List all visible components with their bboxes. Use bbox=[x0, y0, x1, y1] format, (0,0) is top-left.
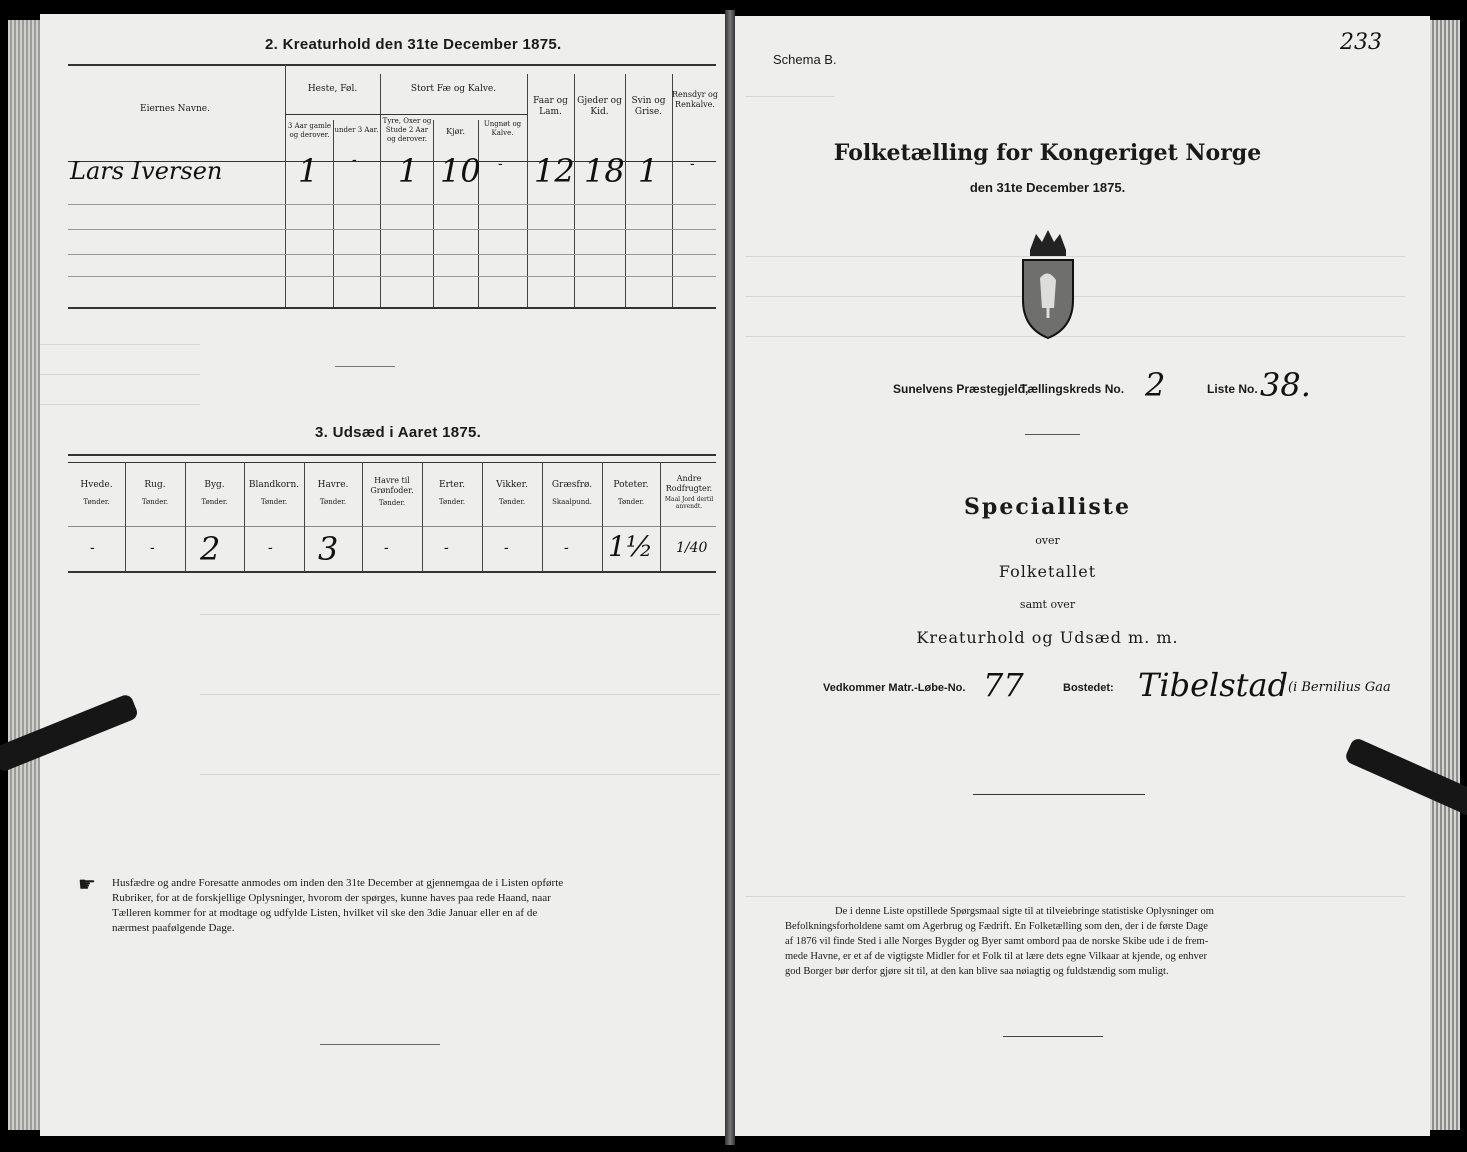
col-bulls: Tyre, Oxer og Stude 2 Aar og derover. bbox=[382, 117, 432, 143]
livestock-heading: 2. Kreaturhold den 31te December 1875. bbox=[265, 36, 562, 53]
over-label: over bbox=[1035, 534, 1060, 547]
divider bbox=[973, 794, 1145, 795]
matr-value: 77 bbox=[983, 666, 1024, 704]
seed-col-3: Blandkorn. Tønder. bbox=[248, 480, 300, 506]
seed-val-5: - bbox=[384, 540, 389, 556]
seed-val-9: 1½ bbox=[608, 530, 653, 563]
coat-of-arms-icon bbox=[1018, 228, 1078, 340]
cell-bulls: 1 bbox=[398, 152, 419, 190]
book-edge-left bbox=[8, 20, 40, 1130]
bleed-line bbox=[745, 96, 835, 97]
col-reindeer: Rensdyr og Renkalve. bbox=[672, 90, 718, 109]
cell-pigs: 1 bbox=[638, 152, 659, 190]
seed-val-1: - bbox=[150, 540, 155, 556]
notice-text: Husfædre og andre Foresatte anmodes om inden den 31te December at gjennemgaa de i Listen opførte Rubriker, for at de forskjellige Oplysninger, hvorom der spørges, kunne haves paa rede Haand, naar Tælleren kommer for at modtage og udfylde Listen, hvilket vil ske den 3die Januar eller en af de nærmest paafølgende Dage. bbox=[112, 877, 564, 934]
right-page bbox=[735, 16, 1430, 1136]
col-goats: Gjeder og Kid. bbox=[577, 96, 622, 117]
cell-goats: 18 bbox=[584, 152, 625, 190]
bosted-note: (i Bernilius Gaa bbox=[1288, 680, 1391, 695]
main-title: Folketælling for Kongeriget Norge bbox=[833, 140, 1262, 166]
bleed-line bbox=[200, 694, 720, 695]
seed-col-5: Havre til Grønfoder. Tønder. bbox=[370, 476, 414, 507]
seed-val-7: - bbox=[504, 540, 509, 556]
page-number: 233 bbox=[1340, 30, 1382, 55]
bleed-line bbox=[40, 344, 200, 345]
divider bbox=[1025, 434, 1080, 435]
list-label: Liste No. bbox=[1207, 382, 1258, 396]
col-group-horses: Heste, Føl. bbox=[307, 84, 358, 94]
seed-val-10: 1/40 bbox=[676, 540, 708, 556]
col-horse-young: under 3 Aar. bbox=[334, 126, 379, 134]
owner-name: Lars Iversen bbox=[70, 157, 223, 185]
divider bbox=[335, 366, 395, 367]
book-edge-right bbox=[1430, 20, 1460, 1130]
seed-val-4: 3 bbox=[318, 530, 339, 568]
schema-label: Schema B. bbox=[773, 52, 837, 67]
folketallet-label: Folketallet bbox=[998, 562, 1097, 581]
bleed-line bbox=[40, 374, 200, 375]
cell-cows: 10 bbox=[440, 152, 481, 190]
book-gutter bbox=[725, 10, 735, 1145]
seed-col-8: Græsfrø. Skaalpund. bbox=[551, 480, 593, 506]
cell-reindeer: - bbox=[690, 156, 695, 172]
seed-val-2: 2 bbox=[200, 530, 221, 568]
special-title: Specialliste bbox=[964, 494, 1131, 520]
intro-text: De i denne Liste opstillede Spørgsmaal sigte til at tilveiebringe statistiske Oplysninger om Befolkningsforholdene samt om Agerbrug og Fædrift. En Folketælling som den, der i de første Dage af 1876 vil finde Sted i alle Norges Bygder og Byer samt ombord paa de norske Skibe ude i de frem- mede Havne, er et af de vigtigste Midler for et Folk til at lære dets egne Vilkaar at kjende, og enhver god Borger bør derfor gjøre sit til, at den kan blive saa nøiagtig og fuldstændig som muligt. bbox=[785, 906, 1214, 977]
parish-label: Sunelvens Præstegjeld, bbox=[893, 382, 1029, 396]
bosted-label: Bostedet: bbox=[1063, 682, 1114, 694]
kreaturhold-label: Kreaturhold og Udsæd m. m. bbox=[916, 628, 1179, 647]
col-group-cattle: Stort Fæ og Kalve. bbox=[410, 84, 497, 94]
seed-col-7: Vikker. Tønder. bbox=[496, 480, 528, 506]
seed-col-6: Erter. Tønder. bbox=[438, 480, 466, 506]
cell-horse-old: 1 bbox=[298, 152, 319, 190]
divider bbox=[1003, 1036, 1103, 1037]
seed-val-0: - bbox=[90, 540, 95, 556]
pointing-hand-icon: ☛ bbox=[78, 872, 96, 896]
seed-val-6: - bbox=[444, 540, 449, 556]
district-value: 2 bbox=[1145, 366, 1166, 404]
seed-col-2: Byg. Tønder. bbox=[201, 480, 228, 506]
col-owner-header: Eiernes Navne. bbox=[140, 104, 210, 114]
seed-col-1: Rug. Tønder. bbox=[141, 480, 169, 506]
bleed-line bbox=[40, 404, 200, 405]
left-page bbox=[40, 14, 725, 1136]
cell-horse-young: - bbox=[352, 152, 357, 168]
bosted-value: Tibelstad bbox=[1138, 666, 1289, 704]
seed-col-4: Havre. Tønder. bbox=[317, 480, 349, 506]
list-value: 38. bbox=[1260, 366, 1311, 404]
matr-label: Vedkommer Matr.-Løbe-No. bbox=[823, 682, 966, 694]
col-sheep: Faar og Lam. bbox=[533, 96, 568, 117]
seed-col-0: Hvede. Tønder. bbox=[80, 480, 113, 506]
cell-young-cattle: - bbox=[498, 156, 503, 172]
samt-over-label: samt over bbox=[1019, 598, 1076, 611]
seed-heading: 3. Udsæd i Aaret 1875. bbox=[315, 424, 482, 441]
col-pigs: Svin og Grise. bbox=[631, 96, 666, 117]
bleed-line bbox=[745, 896, 1405, 897]
cell-sheep: 12 bbox=[534, 152, 575, 190]
col-horse-old: 3 Aar gamle og derover. bbox=[287, 122, 332, 139]
col-young-cattle: Ungnøt og Kalve. bbox=[483, 120, 522, 137]
seed-col-10: Andre Rodfrugter. Maal Jord dertil anvendt. bbox=[664, 474, 714, 510]
district-label: Tællingskreds No. bbox=[1020, 382, 1125, 396]
bleed-line bbox=[200, 614, 720, 615]
bleed-line bbox=[200, 774, 720, 775]
col-cows: Kjør. bbox=[446, 127, 465, 136]
main-subtitle: den 31te December 1875. bbox=[969, 180, 1126, 195]
divider bbox=[320, 1044, 440, 1045]
seed-val-8: - bbox=[564, 540, 569, 556]
seed-col-9: Poteter. Tønder. bbox=[613, 480, 649, 506]
seed-val-3: - bbox=[268, 540, 273, 556]
